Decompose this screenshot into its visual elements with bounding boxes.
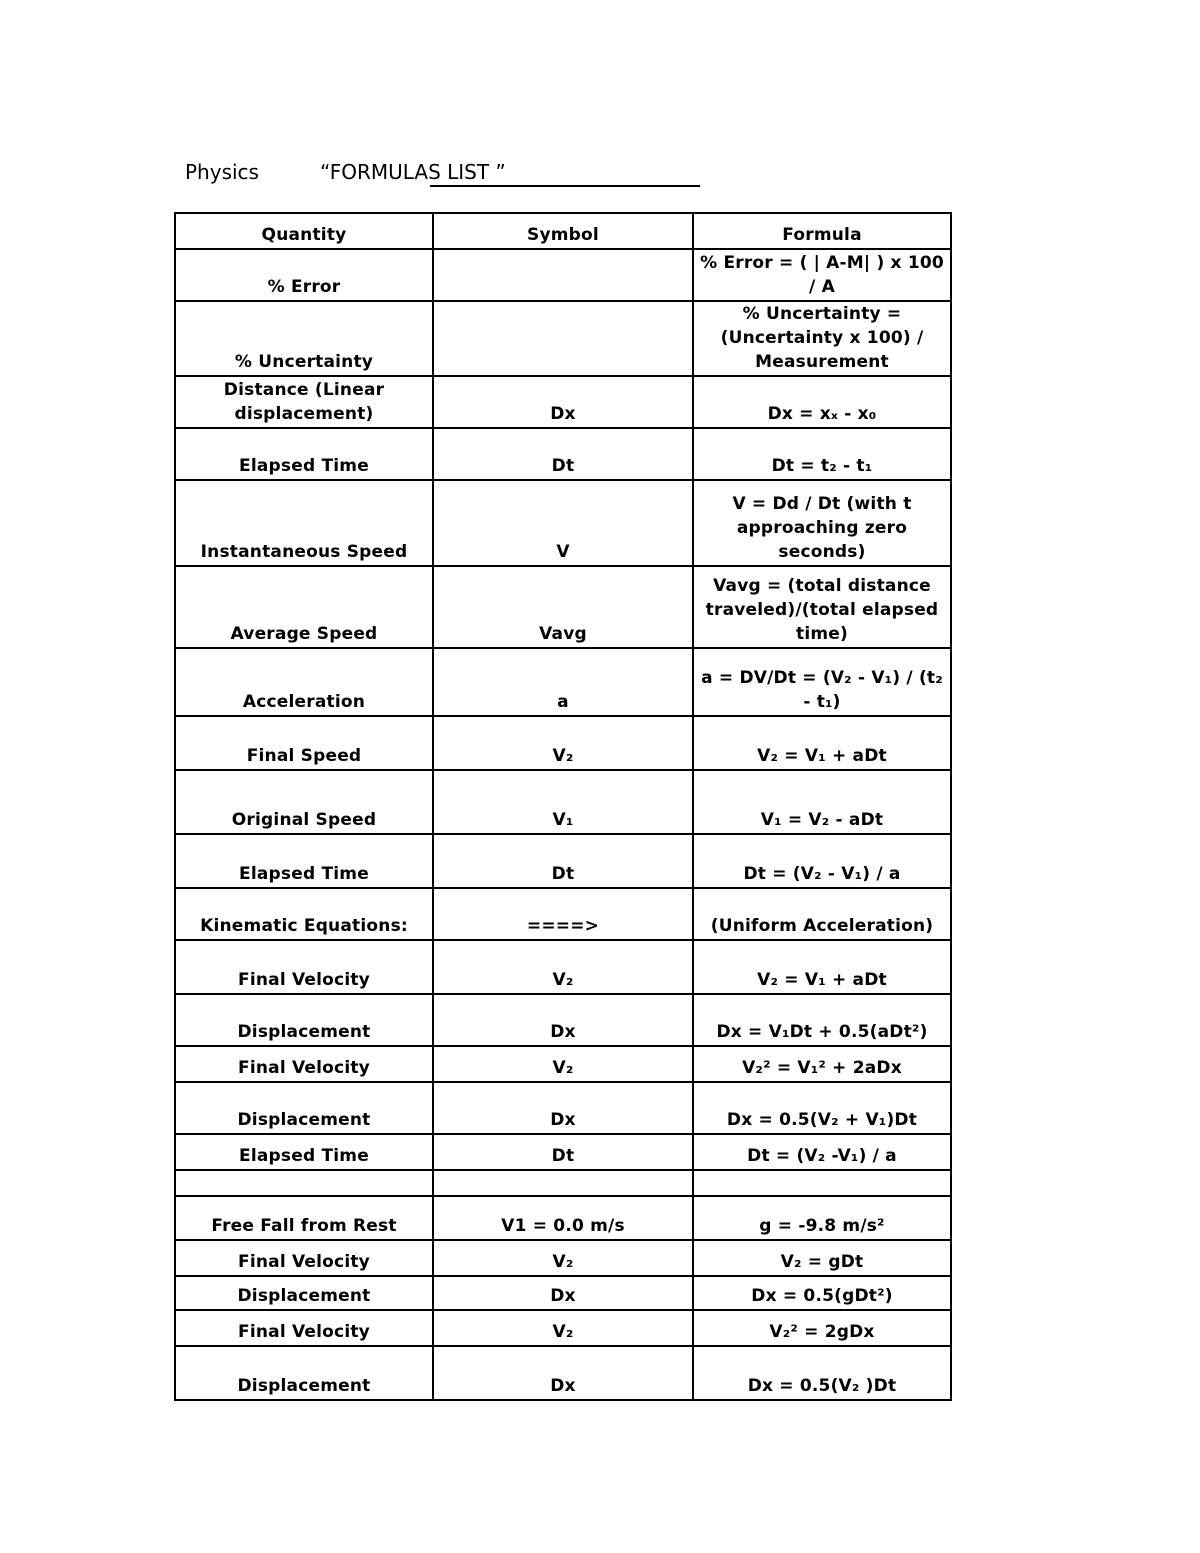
document-title: “FORMULAS LIST ”: [320, 160, 506, 184]
title-underline: [430, 185, 700, 187]
formula-cell: V = Dd / Dt (with t approaching zero seconds): [693, 480, 951, 566]
column-header-symbol: Symbol: [433, 213, 693, 249]
table-row: [175, 994, 951, 1046]
table-row: [175, 888, 951, 940]
quantity-cell: Distance (Linear displacement): [175, 376, 433, 428]
table-row: [175, 376, 951, 428]
formula-cell: V₂² = V₁² + 2aDx: [693, 1046, 951, 1082]
symbol-cell: Dx: [433, 1346, 693, 1400]
symbol-cell: Dx: [433, 994, 693, 1046]
quantity-cell: Free Fall from Rest: [175, 1196, 433, 1240]
quantity-cell: Final Velocity: [175, 1046, 433, 1082]
quantity-cell: % Error: [175, 249, 433, 301]
table-row: [175, 1310, 951, 1346]
symbol-cell: Dx: [433, 376, 693, 428]
table-row: [175, 1276, 951, 1310]
symbol-cell: V1 = 0.0 m/s: [433, 1196, 693, 1240]
table-row: [175, 1046, 951, 1082]
quantity-cell: Original Speed: [175, 770, 433, 834]
formula-cell: V₁ = V₂ - aDt: [693, 770, 951, 834]
formula-cell: [693, 1170, 951, 1196]
table-row: [175, 566, 951, 648]
formula-cell: Dt = t₂ - t₁: [693, 428, 951, 480]
table-row: [175, 648, 951, 716]
formula-cell: V₂ = V₁ + aDt: [693, 940, 951, 994]
table-row: [175, 716, 951, 770]
table-row: [175, 249, 951, 301]
symbol-cell: [433, 1170, 693, 1196]
quantity-cell: Final Speed: [175, 716, 433, 770]
table-row: [175, 1196, 951, 1240]
formula-cell: (Uniform Acceleration): [693, 888, 951, 940]
table-row: [175, 428, 951, 480]
quantity-cell: Acceleration: [175, 648, 433, 716]
formula-cell: g = -9.8 m/s²: [693, 1196, 951, 1240]
table-row: [175, 1346, 951, 1400]
symbol-cell: [433, 249, 693, 301]
column-header-quantity: Quantity: [175, 213, 433, 249]
symbol-cell: V: [433, 480, 693, 566]
symbol-cell: Vavg: [433, 566, 693, 648]
formula-cell: V₂² = 2gDx: [693, 1310, 951, 1346]
table-row: [175, 770, 951, 834]
formula-cell: % Error = ( | A-M| ) x 100 / A: [693, 249, 951, 301]
table-row: [175, 1134, 951, 1170]
symbol-cell: ====>: [433, 888, 693, 940]
symbol-cell: V₂: [433, 1310, 693, 1346]
quantity-cell: Elapsed Time: [175, 428, 433, 480]
table-row: [175, 1170, 951, 1196]
quantity-cell: Final Velocity: [175, 1240, 433, 1276]
symbol-cell: V₂: [433, 1240, 693, 1276]
formula-cell: a = DV/Dt = (V₂ - V₁) / (t₂ - t₁): [693, 648, 951, 716]
formula-cell: V₂ = V₁ + aDt: [693, 716, 951, 770]
formula-cell: Dt = (V₂ - V₁) / a: [693, 834, 951, 888]
symbol-cell: [433, 301, 693, 376]
quantity-cell: Average Speed: [175, 566, 433, 648]
formula-cell: V₂ = gDt: [693, 1240, 951, 1276]
quantity-cell: Elapsed Time: [175, 834, 433, 888]
symbol-cell: V₂: [433, 1046, 693, 1082]
symbol-cell: Dx: [433, 1082, 693, 1134]
formula-cell: Dx = 0.5(V₂ )Dt: [693, 1346, 951, 1400]
symbol-cell: Dt: [433, 1134, 693, 1170]
symbol-cell: a: [433, 648, 693, 716]
quantity-cell: Elapsed Time: [175, 1134, 433, 1170]
symbol-cell: V₁: [433, 770, 693, 834]
formula-cell: Dx = 0.5(gDt²): [693, 1276, 951, 1310]
symbol-cell: V₂: [433, 716, 693, 770]
table-header-row: [175, 213, 951, 249]
quantity-cell: Final Velocity: [175, 1310, 433, 1346]
table-row: [175, 480, 951, 566]
formulas-table: [174, 212, 952, 1401]
quantity-cell: Kinematic Equations:: [175, 888, 433, 940]
formula-cell: Vavg = (total distance traveled)/(total elapsed time): [693, 566, 951, 648]
quantity-cell: Final Velocity: [175, 940, 433, 994]
quantity-cell: Displacement: [175, 1082, 433, 1134]
symbol-cell: Dt: [433, 834, 693, 888]
quantity-cell: Displacement: [175, 994, 433, 1046]
formula-cell: Dx = xₓ - x₀: [693, 376, 951, 428]
quantity-cell: % Uncertainty: [175, 301, 433, 376]
column-header-formula: Formula: [693, 213, 951, 249]
formula-cell: Dt = (V₂ -V₁) / a: [693, 1134, 951, 1170]
quantity-cell: Instantaneous Speed: [175, 480, 433, 566]
formulas-table-body: [175, 213, 951, 1400]
quantity-cell: Displacement: [175, 1276, 433, 1310]
symbol-cell: V₂: [433, 940, 693, 994]
formula-cell: % Uncertainty = (Uncertainty x 100) / Measurement: [693, 301, 951, 376]
table-row: [175, 940, 951, 994]
subject-label: Physics: [185, 160, 259, 184]
page-title: [185, 160, 506, 184]
table-row: [175, 301, 951, 376]
table-row: [175, 834, 951, 888]
quantity-cell: [175, 1170, 433, 1196]
formula-cell: Dx = 0.5(V₂ + V₁)Dt: [693, 1082, 951, 1134]
table-row: [175, 1240, 951, 1276]
formula-cell: Dx = V₁Dt + 0.5(aDt²): [693, 994, 951, 1046]
symbol-cell: Dt: [433, 428, 693, 480]
quantity-cell: Displacement: [175, 1346, 433, 1400]
symbol-cell: Dx: [433, 1276, 693, 1310]
table-row: [175, 1082, 951, 1134]
